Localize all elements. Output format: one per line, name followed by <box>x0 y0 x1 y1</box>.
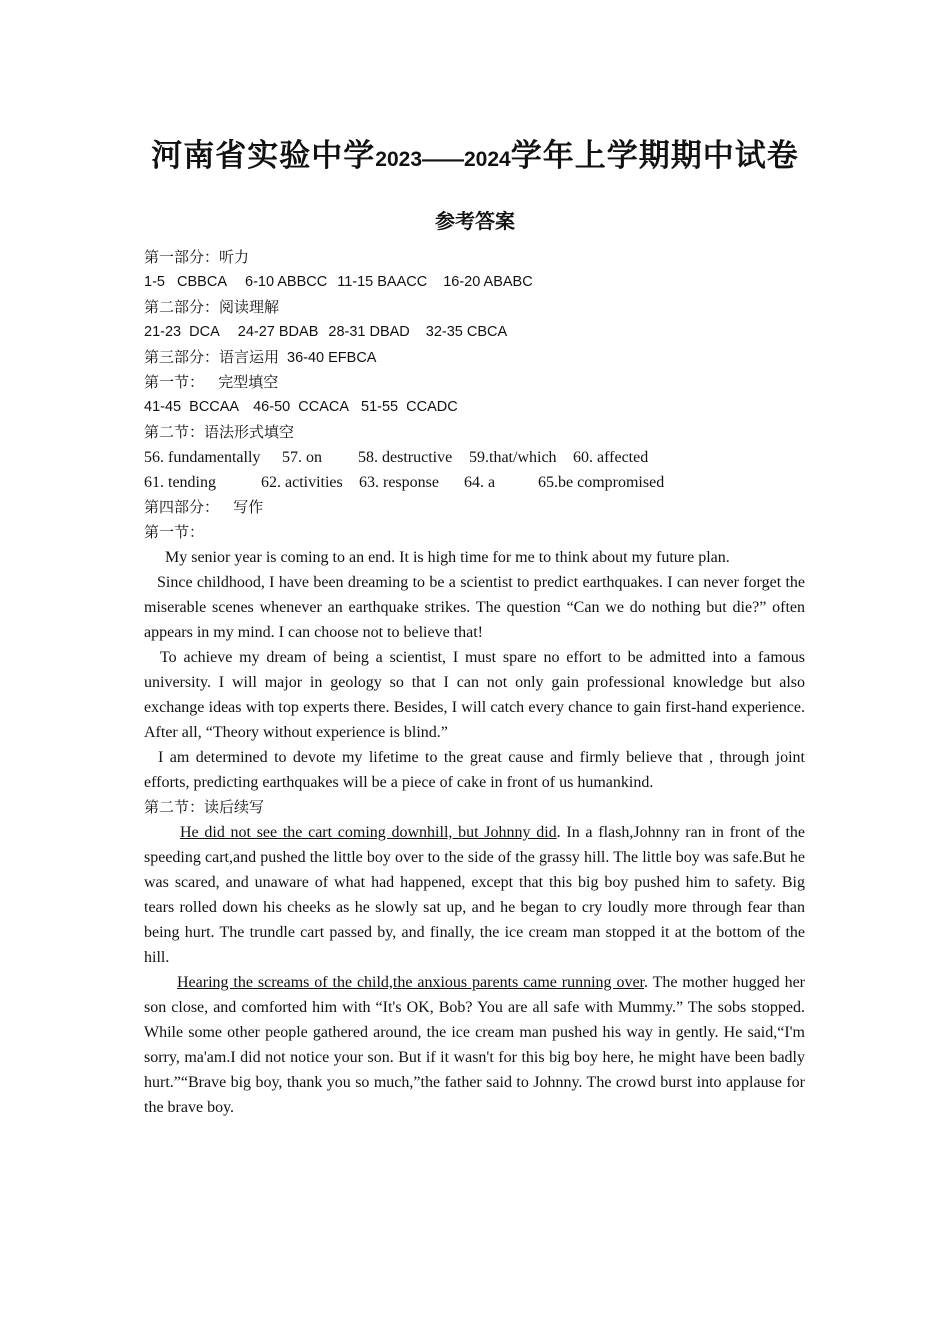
answer-group: 16-20 ABABC <box>443 274 533 290</box>
continuation-paragraph <box>144 820 805 970</box>
page-subtitle: 参考答案 <box>435 209 515 233</box>
grammar-answer: 62. activities <box>261 474 343 491</box>
answer-group: 1-5 CBBCA <box>144 274 227 290</box>
underlined-lead-sentence: Hearing the screams of the child,the anxious parents came running over <box>177 974 644 991</box>
title-part1: 河南省实验中学 <box>151 138 376 174</box>
answer-group: 11-15 BAACC <box>337 274 428 290</box>
essay-paragraph: To achieve my dream of being a scientist, I must spare no effort to be admitted into a famous university. I will major in geology so that I can not only gain professional knowledge but also exchange ideas with top experts there. Besides, I will catch every chance to gain first-hand experience. After all, “Theory without experience is blind.” <box>144 649 805 741</box>
grammar-answer: 58. destructive <box>358 449 453 466</box>
essay-paragraph: My senior year is coming to an end. It is high time for me to think about my future plan. <box>165 549 730 566</box>
part3-section1-heading: 第一节： 完型填空 <box>144 373 279 391</box>
part1-heading: 第一部分：听力 <box>144 248 250 266</box>
part3-section2-heading: 第二节：语法形式填空 <box>144 423 295 441</box>
answer-group: 46-50 CCACA <box>253 399 350 415</box>
grammar-answer: 56. fundamentally <box>144 449 261 466</box>
essay-paragraph: I am determined to devote my lifetime to the great cause and firmly believe that , through joint efforts, predicting earthquakes will be a piece of cake in front of us humankind. <box>144 749 805 791</box>
answer-group: 32-35 CBCA <box>425 324 508 340</box>
continuation-paragraph <box>144 970 805 1120</box>
part2-heading: 第二部分：阅读理解 <box>144 298 280 316</box>
grammar-answer: 65.be compromised <box>538 474 665 491</box>
answer-group: 28-31 DBAD <box>328 324 410 340</box>
part3-heading: 第三部分：语言运用 <box>144 348 280 366</box>
part4-heading: 第四部分： 写作 <box>144 498 264 516</box>
part3-heading-row <box>144 345 805 370</box>
part4-section1-heading: 第一节： <box>144 523 205 541</box>
part2-answers <box>144 320 805 345</box>
part3-inline-answer: 36-40 EFBCA <box>287 350 377 366</box>
grammar-row-1 <box>144 445 805 470</box>
grammar-answer: 59.that/which <box>469 449 557 466</box>
essay-paragraph: Since childhood, I have been dreaming to be a scientist to predict earthquakes. I can never forget the miserable scenes whenever an earthquake strikes. The question “Can we do nothing but die?” often appears in my mind. I can choose not to believe that! <box>144 574 805 641</box>
grammar-answer: 61. tending <box>144 474 216 491</box>
answer-group: 51-55 CCADC <box>361 399 458 415</box>
answer-group: 24-27 BDAB <box>237 324 319 340</box>
answer-content <box>144 245 805 1120</box>
grammar-row-2 <box>144 470 805 495</box>
answer-group: 41-45 BCCAA <box>144 399 240 415</box>
grammar-answer: 60. affected <box>573 449 649 466</box>
answer-group: 21-23 DCA <box>144 324 220 340</box>
part1-answers <box>144 270 805 295</box>
answer-group: 6-10 ABBCC <box>245 274 328 290</box>
grammar-answer: 63. response <box>359 474 439 491</box>
part4-section2-heading: 第二节：读后续写 <box>144 798 265 816</box>
grammar-answer: 64. a <box>464 474 496 491</box>
continuation-body: . The mother hugged her son close, and comforted him with “It's OK, Bob? You are all safe with Mummy.” The sobs stopped. While some other people gathered around, the ice cream man pushed his way in gently. He said,“I'm sorry, ma'am.I did not notice your son. But if it wasn't for this big boy here, he might have been badly hurt.”“Brave big boy, thank you so much,”the father said to Johnny. The crowd burst into applause for the brave boy. <box>144 974 806 1116</box>
title-years: 2023——2024 <box>375 148 511 171</box>
part3-section1-answers <box>144 395 805 420</box>
underlined-lead-sentence: He did not see the cart coming downhill, but Johnny did <box>180 824 557 841</box>
page-title <box>0 130 950 175</box>
continuation-body: . In a flash,Johnny ran in front of the speeding cart,and pushed the little boy over to the side of the grassy hill. The little boy was safe.But he was scared, and unaware of what had happened, except that this big boy pushed him to safety. Big tears rolled down his cheeks as he slowly sat up, and he began to cry loudly more through fear than being hurt. The trundle cart passed by, and finally, the ice cream man stopped it at the bottom of the hill. <box>144 824 806 966</box>
grammar-answer: 57. on <box>282 449 322 466</box>
title-part2: 学年上学期期中试卷 <box>510 138 799 174</box>
